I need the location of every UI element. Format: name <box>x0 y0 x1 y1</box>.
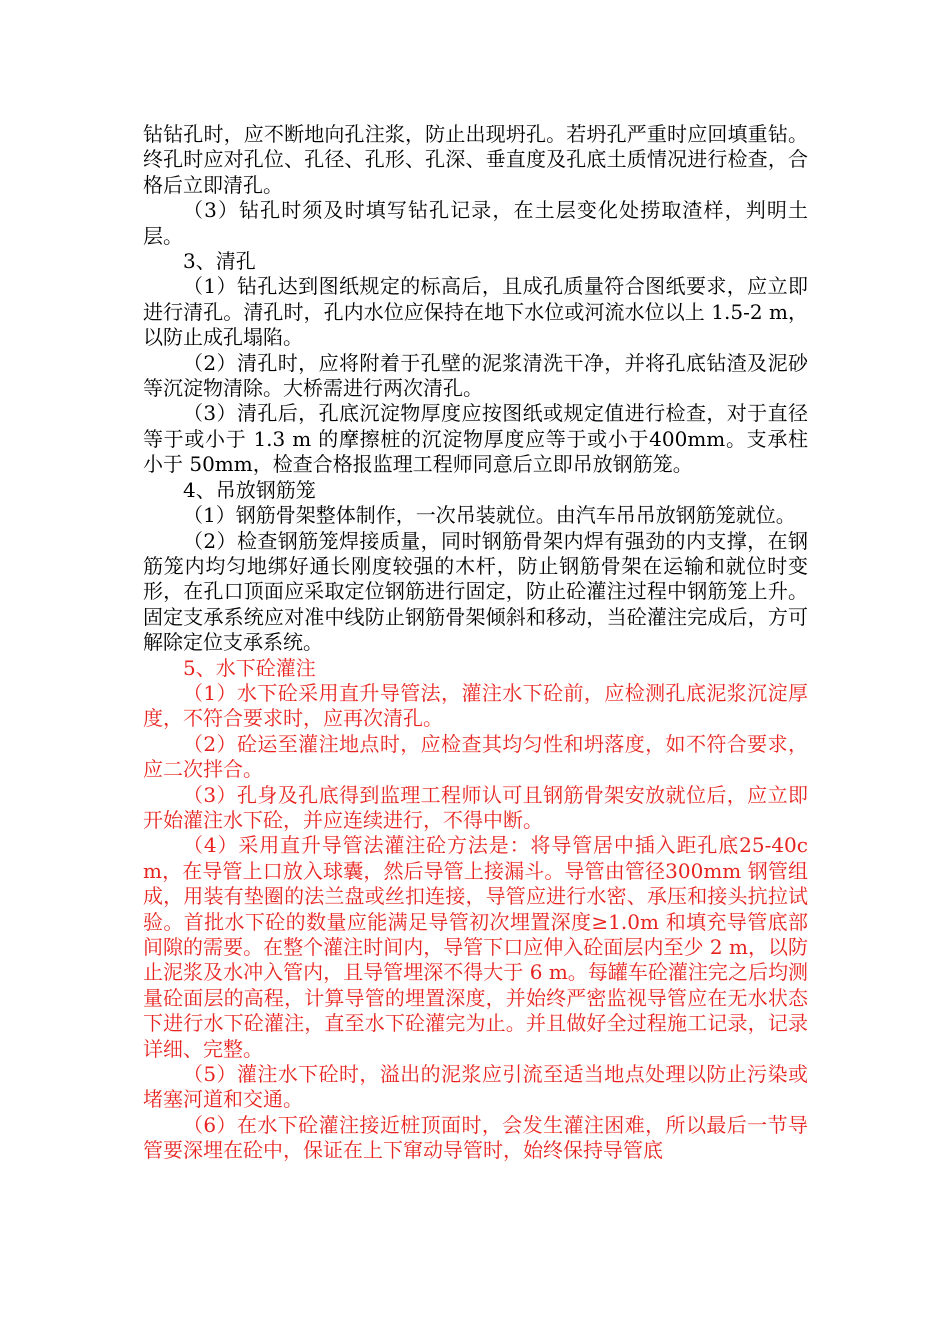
section-heading-rebar-cage: 4、吊放钢筋笼 <box>183 477 316 502</box>
paragraph-drilling-continued: 钻钻孔时，应不断地向孔注浆，防止出现坍孔。若坍孔严重时应回填重钻。终孔时应对孔位、孔径、孔形、孔深、垂直度及孔底土质情况进行检查，合格后立即清孔。 <box>143 122 808 197</box>
document-body <box>143 122 808 1164</box>
paragraph-cleaning-3: （3）清孔后，孔底沉淀物厚度应按图纸或规定值进行检查，对于直径等于或小于 1.3 m 的摩擦桩的沉淀物厚度应等于或小于400mm。支承柱小于 50mm，检查合格报监理工程师同意后立即吊放钢筋笼。 <box>143 401 808 477</box>
paragraph-drilling-record: （3）钻孔时须及时填写钻孔记录，在土层变化处捞取渣样，判明土层。 <box>143 198 808 248</box>
paragraph-rebar-2: （2）检查钢筋笼焊接质量，同时钢筋骨架内焊有强劲的内支撑，在钢筋笼内均匀地绑好通长刚度较强的木杆，防止钢筋骨架在运输和就位时变形，在孔口顶面应采取定位钢筋进行固定，防止砼灌注过程中钢筋笼上升。固定支承系统应对准中线防止钢筋骨架倾斜和移动，当砼灌注完成后，方可解除定位支承系统。 <box>143 528 808 655</box>
paragraph-cleaning-1: （1）钻孔达到图纸规定的标高后，且成孔质量符合图纸要求，应立即进行清孔。清孔时，孔内水位应保持在地下水位或河流水位以上 1.5-2 m，以防止成孔塌陷。 <box>143 274 808 350</box>
section-heading-hole-cleaning: 3、清孔 <box>183 249 256 274</box>
paragraph-concrete-4: （4）采用直升导管法灌注砼方法是：将导管居中插入距孔底25-40cm，在导管上口放入球囊，然后导管上接漏斗。导管由管径300mm 钢管组成，用装有垫圈的法兰盘或丝扣连接，导管应进行水密、承压和接头抗拉试验。首批水下砼的数量应能满足导管初次埋置深度≥1.0m 和填充导管底部间隙的需要。在整个灌注时间内，导管下口应伸入砼面层内至少 2 m，以防止泥浆及水冲入管内，且导管埋深不得大于 6 m。每罐车砼灌注完之后均测量砼面层的高程，计算导管的埋置深度，并始终严密监视导管应在无水状态下进行水下砼灌注，直至水下砼灌完为止。并且做好全过程施工记录，记录详细、完整。 <box>143 833 808 1061</box>
paragraph-concrete-3: （3）孔身及孔底得到监理工程师认可且钢筋骨架安放就位后，应立即开始灌注水下砼，并应连续进行，不得中断。 <box>143 782 808 832</box>
paragraph-concrete-2: （2）砼运至灌注地点时，应检查其均匀性和坍落度，如不符合要求，应二次拌合。 <box>143 731 808 782</box>
section-heading-underwater-concrete: 5、水下砼灌注 <box>183 655 316 680</box>
paragraph-rebar-1: （1）钢筋骨架整体制作，一次吊装就位。由汽车吊吊放钢筋笼就位。 <box>183 503 796 528</box>
paragraph-concrete-6: （6）在水下砼灌注接近桩顶面时，会发生灌注困难，所以最后一节导管要深埋在砼中，保证在上下窜动导管时，始终保持导管底 <box>143 1112 808 1163</box>
paragraph-cleaning-2: （2）清孔时，应将附着于孔壁的泥浆清洗干净，并将孔底钻渣及泥砂等沉淀物清除。大桥需进行两次清孔。 <box>143 350 808 401</box>
paragraph-concrete-5: （5）灌注水下砼时，溢出的泥浆应引流至适当地点处理以防止污染或堵塞河道和交通。 <box>143 1062 808 1112</box>
paragraph-concrete-1: （1）水下砼采用直升导管法，灌注水下砼前，应检测孔底泥浆沉淀厚度，不符合要求时，应再次清孔。 <box>143 680 808 731</box>
